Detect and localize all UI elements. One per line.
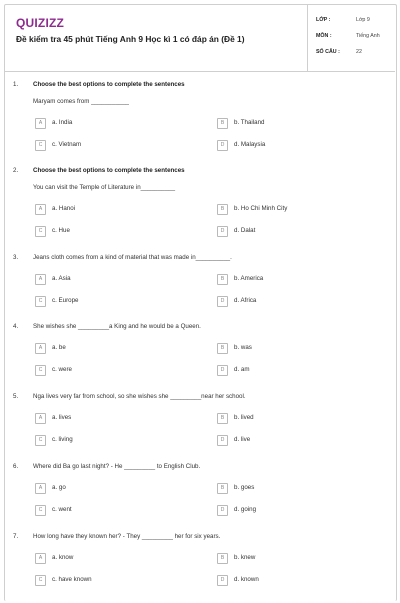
- question-number: 2.: [13, 167, 19, 174]
- option-letter-box: B: [217, 343, 228, 354]
- option-letter-box: A: [35, 553, 46, 564]
- option-letter-box: A: [35, 483, 46, 494]
- worksheet-header: [4, 4, 395, 72]
- option-text: b. Thailand: [234, 119, 265, 126]
- worksheet-meta: [307, 4, 393, 71]
- option-text: c. living: [52, 436, 73, 443]
- meta-label: MÔN :: [316, 33, 332, 39]
- option-letter-box: B: [217, 553, 228, 564]
- page-title: Đề kiểm tra 45 phút Tiếng Anh 9 Học kì 1 có đáp án (Đề 1): [16, 34, 245, 44]
- option-letter-box: D: [217, 575, 228, 586]
- meta-value: 22: [356, 49, 362, 55]
- quizizz-logo: QUIZIZZ: [16, 16, 65, 30]
- question-prompt: She wishes she _________a King and he would be a Queen.: [33, 323, 201, 330]
- option-text: b. goes: [234, 484, 255, 491]
- option-letter-box: D: [217, 296, 228, 307]
- option-letter-box: A: [35, 204, 46, 215]
- option-text: c. were: [52, 366, 72, 373]
- option-text: d. Africa: [234, 297, 257, 304]
- option-letter-box: C: [35, 226, 46, 237]
- option-text: d. am: [234, 366, 250, 373]
- question-number: 3.: [13, 254, 19, 261]
- option-text: c. Vietnam: [52, 141, 82, 148]
- question-number: 1.: [13, 81, 19, 88]
- option-letter-box: C: [35, 575, 46, 586]
- option-letter-box: C: [35, 435, 46, 446]
- meta-label: LỚP :: [316, 17, 331, 23]
- question-block: [0, 463, 400, 533]
- question-prompt: Where did Ba go last night? - He _________ to English Club.: [33, 463, 201, 470]
- option-letter-box: A: [35, 118, 46, 129]
- option-text: c. Europe: [52, 297, 79, 304]
- question-prompt: Jeans cloth comes from a kind of material that was made in__________.: [33, 254, 232, 261]
- question-number: 4.: [13, 323, 19, 330]
- option-text: c. have known: [52, 576, 92, 583]
- question-block: [0, 167, 400, 237]
- question-number: 7.: [13, 533, 19, 540]
- question-prompt: Nga lives very far from school, so she wishes she _________near her school.: [33, 393, 246, 400]
- option-letter-box: B: [217, 413, 228, 424]
- option-text: b. was: [234, 344, 252, 351]
- option-text: b. lived: [234, 414, 254, 421]
- option-letter-box: D: [217, 140, 228, 151]
- question-block: [0, 533, 400, 603]
- option-letter-box: D: [217, 226, 228, 237]
- question-block: [0, 323, 400, 393]
- option-text: d. going: [234, 506, 257, 513]
- option-text: d. live: [234, 436, 251, 443]
- option-text: b. knew: [234, 554, 256, 561]
- option-letter-box: C: [35, 296, 46, 307]
- option-text: a. lives: [52, 414, 72, 421]
- option-letter-box: A: [35, 413, 46, 424]
- question-prompt: How long have they known her? - They _________ her for six years.: [33, 533, 221, 540]
- question-number: 5.: [13, 393, 19, 400]
- option-text: a. Asia: [52, 275, 71, 282]
- meta-label: SỐ CÂU :: [316, 49, 340, 55]
- option-letter-box: B: [217, 204, 228, 215]
- option-letter-box: D: [217, 435, 228, 446]
- question-block: [0, 254, 400, 324]
- option-text: a. go: [52, 484, 66, 491]
- option-text: a. India: [52, 119, 73, 126]
- option-text: b. America: [234, 275, 264, 282]
- question-block: [0, 81, 400, 151]
- option-text: a. Hanoi: [52, 205, 76, 212]
- question-instruction: Choose the best options to complete the sentences: [33, 167, 185, 174]
- option-letter-box: A: [35, 343, 46, 354]
- question-prompt: Maryam comes from ___________: [33, 98, 129, 105]
- option-text: a. know: [52, 554, 74, 561]
- option-text: c. Hue: [52, 227, 70, 234]
- option-letter-box: B: [217, 274, 228, 285]
- option-letter-box: C: [35, 505, 46, 516]
- option-letter-box: D: [217, 365, 228, 376]
- meta-value: Tiếng Anh: [356, 33, 380, 39]
- meta-value: Lớp 9: [356, 17, 370, 23]
- option-letter-box: C: [35, 140, 46, 151]
- option-text: a. be: [52, 344, 66, 351]
- option-letter-box: D: [217, 505, 228, 516]
- option-text: c. went: [52, 506, 72, 513]
- option-text: d. known: [234, 576, 259, 583]
- question-instruction: Choose the best options to complete the sentences: [33, 81, 185, 88]
- option-letter-box: C: [35, 365, 46, 376]
- question-number: 6.: [13, 463, 19, 470]
- option-letter-box: B: [217, 483, 228, 494]
- option-letter-box: A: [35, 274, 46, 285]
- option-letter-box: B: [217, 118, 228, 129]
- option-text: d. Malaysia: [234, 141, 266, 148]
- question-block: [0, 393, 400, 463]
- option-text: d. Dalat: [234, 227, 256, 234]
- question-prompt: You can visit the Temple of Literature in__________: [33, 184, 176, 191]
- option-text: b. Ho Chi Minh City: [234, 205, 288, 212]
